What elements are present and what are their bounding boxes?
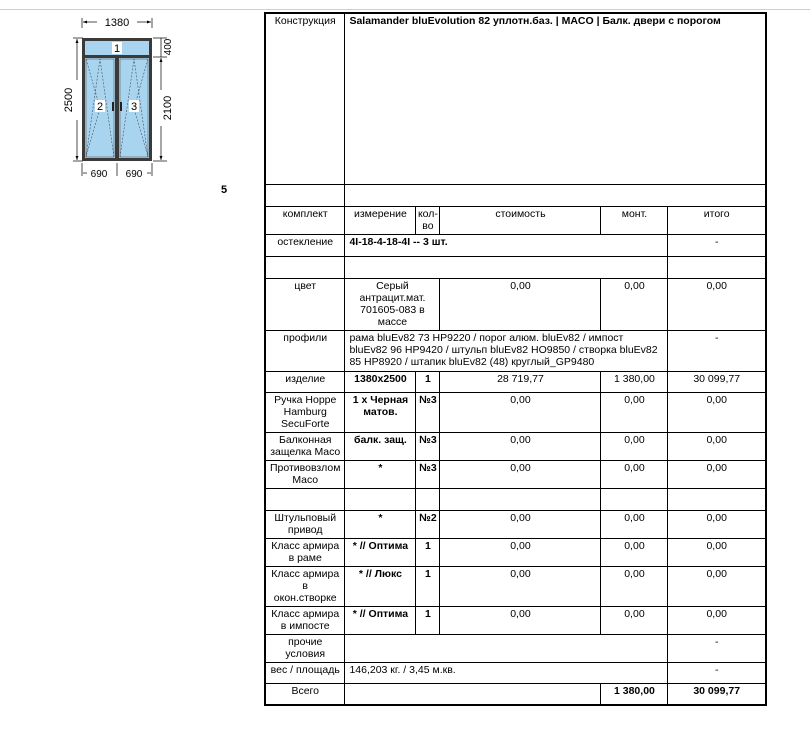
item-cost: 0,00 bbox=[440, 566, 601, 606]
color-row bbox=[265, 278, 766, 330]
construction-label: Конструкция bbox=[265, 13, 345, 184]
profiles-total: - bbox=[668, 330, 766, 371]
height-dimension bbox=[63, 38, 83, 161]
weight-value: 146,203 кг. / 3,45 м.кв. bbox=[345, 662, 668, 683]
product-total: 30 099,77 bbox=[668, 371, 766, 392]
item-measure: * bbox=[345, 460, 416, 488]
item-label: Штульповый привод bbox=[265, 510, 345, 538]
glazing-total: - bbox=[668, 234, 766, 256]
right-dimensions bbox=[153, 38, 174, 161]
table-row bbox=[265, 566, 766, 606]
item-qty: №3 bbox=[416, 432, 440, 460]
grand-label: Всего bbox=[265, 683, 345, 705]
other-conditions-row bbox=[265, 634, 766, 662]
table-row bbox=[265, 538, 766, 566]
item-total: 0,00 bbox=[668, 538, 766, 566]
bottom-dimensions bbox=[82, 163, 152, 180]
header-kit: комплект bbox=[265, 206, 345, 234]
empty-row bbox=[265, 256, 766, 278]
weight-row bbox=[265, 662, 766, 683]
item-cost: 0,00 bbox=[440, 606, 601, 634]
construction-value: Salamander bluEvolution 82 уплотн.баз. | MACO | Балк. двери с порогом bbox=[345, 13, 766, 184]
item-total: 0,00 bbox=[668, 392, 766, 432]
table-row bbox=[265, 392, 766, 432]
header-qty: кол-во bbox=[416, 206, 440, 234]
item-total: 0,00 bbox=[668, 432, 766, 460]
item-measure: * // Люкс bbox=[345, 566, 416, 606]
product-row bbox=[265, 371, 766, 392]
item-mount: 0,00 bbox=[601, 538, 668, 566]
item-total: 0,00 bbox=[668, 566, 766, 606]
height-total-label: 2500 bbox=[63, 87, 75, 113]
item-qty: №3 bbox=[416, 392, 440, 432]
item-label: Ручка Hoppe Hamburg SecuForte bbox=[265, 392, 345, 432]
top-divider bbox=[0, 9, 810, 10]
table-row bbox=[265, 606, 766, 634]
header-measure: измерение bbox=[345, 206, 416, 234]
item-cost: 0,00 bbox=[440, 432, 601, 460]
table-row bbox=[265, 460, 766, 488]
profiles-row bbox=[265, 330, 766, 371]
item-label: Класс армира в окон.створке bbox=[265, 566, 345, 606]
item-mount: 0,00 bbox=[601, 432, 668, 460]
grand-total: 30 099,77 bbox=[668, 683, 766, 705]
item-mount: 0,00 bbox=[601, 510, 668, 538]
item-label: Балконная защелка Maco bbox=[265, 432, 345, 460]
item-mount: 0,00 bbox=[601, 460, 668, 488]
product-mount: 1 380,00 bbox=[601, 371, 668, 392]
item-measure: * // Оптима bbox=[345, 606, 416, 634]
product-measure: 1380x2500 bbox=[345, 371, 416, 392]
pane-2-number: 2 bbox=[96, 101, 104, 113]
sash-height-label: 2100 bbox=[162, 95, 174, 121]
color-cost: 0,00 bbox=[440, 278, 601, 330]
construction-row bbox=[265, 13, 766, 184]
glazing-row bbox=[265, 234, 766, 256]
other-label: прочие условия bbox=[265, 634, 345, 662]
window-drawing bbox=[55, 14, 205, 182]
table-row bbox=[265, 432, 766, 460]
item-cost: 0,00 bbox=[440, 510, 601, 538]
profiles-value: рама bluEv82 73 HP9220 / порог алюм. bluEv82 / импост bluEv82 96 HP9420 / штульп bluEv82 HO9850 / створка bluEv82 85 HP8920 / штапик bluEv82 (48) круглый_GP9480 bbox=[345, 330, 668, 371]
left-handle-icon bbox=[112, 102, 114, 111]
item-measure: балк. защ. bbox=[345, 432, 416, 460]
item-cost: 0,00 bbox=[440, 460, 601, 488]
glazing-label: остекление bbox=[265, 234, 345, 256]
empty-row bbox=[265, 488, 766, 510]
header-mount: монт. bbox=[601, 206, 668, 234]
color-measure: Серый антрацит.мат. 701605-083 в массе bbox=[345, 278, 440, 330]
item-qty: 1 bbox=[416, 606, 440, 634]
item-total: 0,00 bbox=[668, 606, 766, 634]
pane-1-number: 1 bbox=[113, 43, 121, 55]
item-mount: 0,00 bbox=[601, 606, 668, 634]
weight-total: - bbox=[668, 662, 766, 683]
item-mount: 0,00 bbox=[601, 566, 668, 606]
table-row bbox=[265, 510, 766, 538]
width-dimension bbox=[82, 17, 152, 29]
color-total: 0,00 bbox=[668, 278, 766, 330]
item-label: Противовзлом Maco bbox=[265, 460, 345, 488]
position-number: 5 bbox=[221, 184, 228, 196]
item-label: Класс армира в импосте bbox=[265, 606, 345, 634]
item-qty: №3 bbox=[416, 460, 440, 488]
empty-row bbox=[265, 184, 766, 206]
color-label: цвет bbox=[265, 278, 345, 330]
sash-right-width-label: 690 bbox=[125, 169, 143, 180]
glazing-value: 4I-18-4-18-4I -- 3 шт. bbox=[345, 234, 668, 256]
item-qty: №2 bbox=[416, 510, 440, 538]
color-mount: 0,00 bbox=[601, 278, 668, 330]
width-total-label: 1380 bbox=[104, 17, 130, 29]
product-label: изделие bbox=[265, 371, 345, 392]
weight-label: вес / площадь bbox=[265, 662, 345, 683]
item-qty: 1 bbox=[416, 538, 440, 566]
item-label: Класс армира в раме bbox=[265, 538, 345, 566]
item-cost: 0,00 bbox=[440, 392, 601, 432]
other-total: - bbox=[668, 634, 766, 662]
header-row bbox=[265, 206, 766, 234]
header-total: итого bbox=[668, 206, 766, 234]
header-cost: стоимость bbox=[440, 206, 601, 234]
sash-left-width-label: 690 bbox=[90, 169, 108, 180]
profiles-label: профили bbox=[265, 330, 345, 371]
item-measure: 1 x Черная матов. bbox=[345, 392, 416, 432]
item-mount: 0,00 bbox=[601, 392, 668, 432]
item-total: 0,00 bbox=[668, 510, 766, 538]
transom-height-label: 400 bbox=[163, 38, 174, 56]
product-qty: 1 bbox=[416, 371, 440, 392]
product-cost: 28 719,77 bbox=[440, 371, 601, 392]
right-handle-icon bbox=[120, 102, 122, 111]
item-cost: 0,00 bbox=[440, 538, 601, 566]
item-measure: * // Оптима bbox=[345, 538, 416, 566]
item-total: 0,00 bbox=[668, 460, 766, 488]
item-qty: 1 bbox=[416, 566, 440, 606]
grand-total-row bbox=[265, 683, 766, 705]
grand-mount: 1 380,00 bbox=[601, 683, 668, 705]
item-measure: * bbox=[345, 510, 416, 538]
pane-3-number: 3 bbox=[130, 101, 138, 113]
spec-table bbox=[264, 12, 767, 706]
